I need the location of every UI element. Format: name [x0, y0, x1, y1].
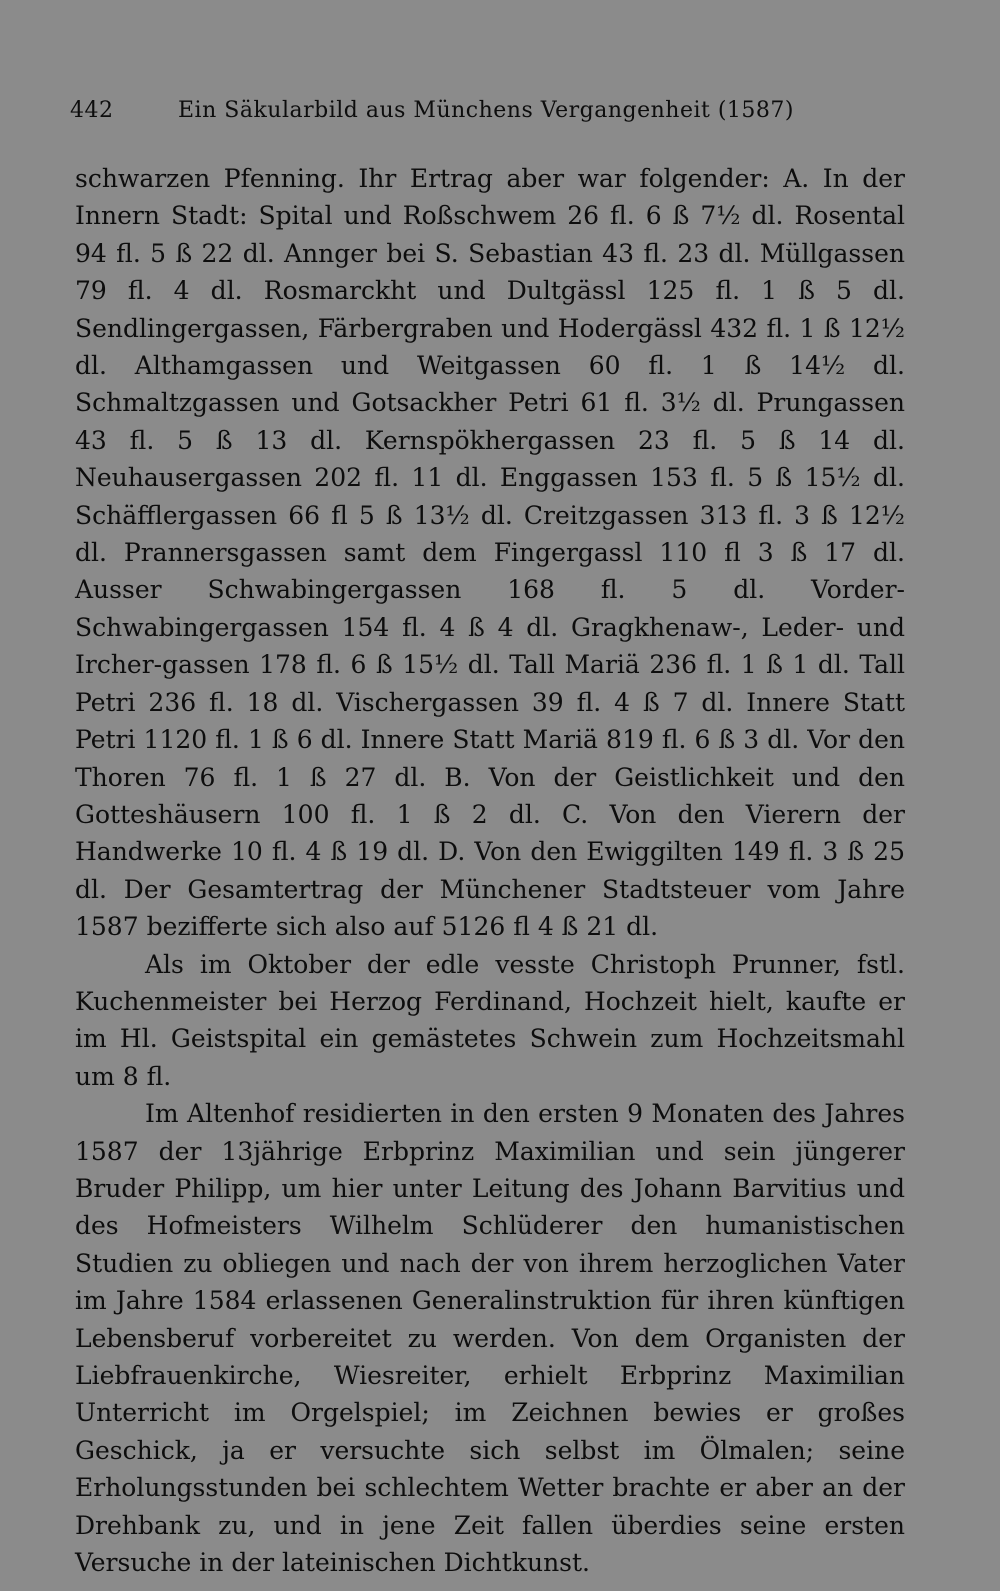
- running-title: Ein Säkularbild aus Münchens Vergangenheit (1587): [178, 98, 794, 123]
- paragraph-altenhof: Im Altenhof residierten in den ersten 9 Monaten des Jahres 1587 der 13jährige Erbprinz Maximilian und sein jüngerer Bruder Philipp, um hier unter Leitung des Johann Barvitius und des Hofmeisters Wilhelm Schlüderer den humanistischen Studien zu obliegen und nach der von ihrem herzoglichen Vater im Jahre 1584 erlassenen Generalinstruktion für ihren künftigen Lebensberuf vorbereitet zu werden. Von dem Organisten der Liebfrauenkirche, Wiesreiter, erhielt Erbprinz Maximilian Unterricht im Orgelspiel; im Zeichnen bewies er großes Geschick, ja er versuchte sich selbst im Ölmalen; seine Erholungsstunden bei schlechtem Wetter brachte er aber an der Drehbank zu, und in jene Zeit fallen überdies seine ersten Versuche in der lateinischen Dichtkunst.: [75, 1099, 905, 1578]
- paragraph-wedding: Als im Oktober der edle vesste Christoph Prunner, fstl. Kuchenmeister bei Herzog Ferdinand, Hochzeit hielt, kaufte er im Hl. Geistspital ein gemästetes Schwein zum Hochzeitsmahl um 8 fl.: [75, 949, 905, 1091]
- page-number: 442: [70, 98, 114, 123]
- page-body: [75, 160, 905, 1581]
- page-header: [70, 98, 910, 138]
- paragraph-tax-yields: schwarzen Pfenning. Ihr Ertrag aber war folgender: A. In der Innern Stadt: Spital und Roßschwem 26 fl. 6 ß 7½ dl. Rosental 94 fl. 5 ß 22 dl. Annger bei S. Sebastian 43 fl. 23 dl. Müllgassen 79 fl. 4 dl. Rosmarckht und Dultgässl 125 fl. 1 ß 5 dl. Sendlingergassen, Färbergraben und Hodergässl 432 fl. 1 ß 12½ dl. Althamgassen und Weitgassen 60 fl. 1 ß 14½ dl. Schmaltzgassen und Gotsackher Petri 61 fl. 3½ dl. Prungassen 43 fl. 5 ß 13 dl. Kernspökhergassen 23 fl. 5 ß 14 dl. Neuhausergassen 202 fl. 11 dl. Enggassen 153 fl. 5 ß 15½ dl. Schäfflergassen 66 fl 5 ß 13½ dl. Creitzgassen 313 fl. 3 ß 12½ dl. Prannersgassen samt dem Fingergassl 110 fl 3 ß 17 dl. Ausser Schwabingergassen 168 fl. 5 dl. Vorder-Schwabingergassen 154 fl. 4 ß 4 dl. Gragkhenaw-, Leder- und Ircher-gassen 178 fl. 6 ß 15½ dl. Tall Mariä 236 fl. 1 ß 1 dl. Tall Petri 236 fl. 18 dl. Vischergassen 39 fl. 4 ß 7 dl. Innere Statt Petri 1120 fl. 1 ß 6 dl. Innere Statt Mariä 819 fl. 6 ß 3 dl. Vor den Thoren 76 fl. 1 ß 27 dl. B. Von der Geistlichkeit und den Gotteshäusern 100 fl. 1 ß 2 dl. C. Von den Vierern der Handwerke 10 fl. 4 ß 19 dl. D. Von den Ewiggilten 149 fl. 3 ß 25 dl. Der Gesamtertrag der Münchener Stadtsteuer vom Jahre 1587 bezifferte sich also auf 5126 fl 4 ß 21 dl.: [75, 164, 905, 942]
